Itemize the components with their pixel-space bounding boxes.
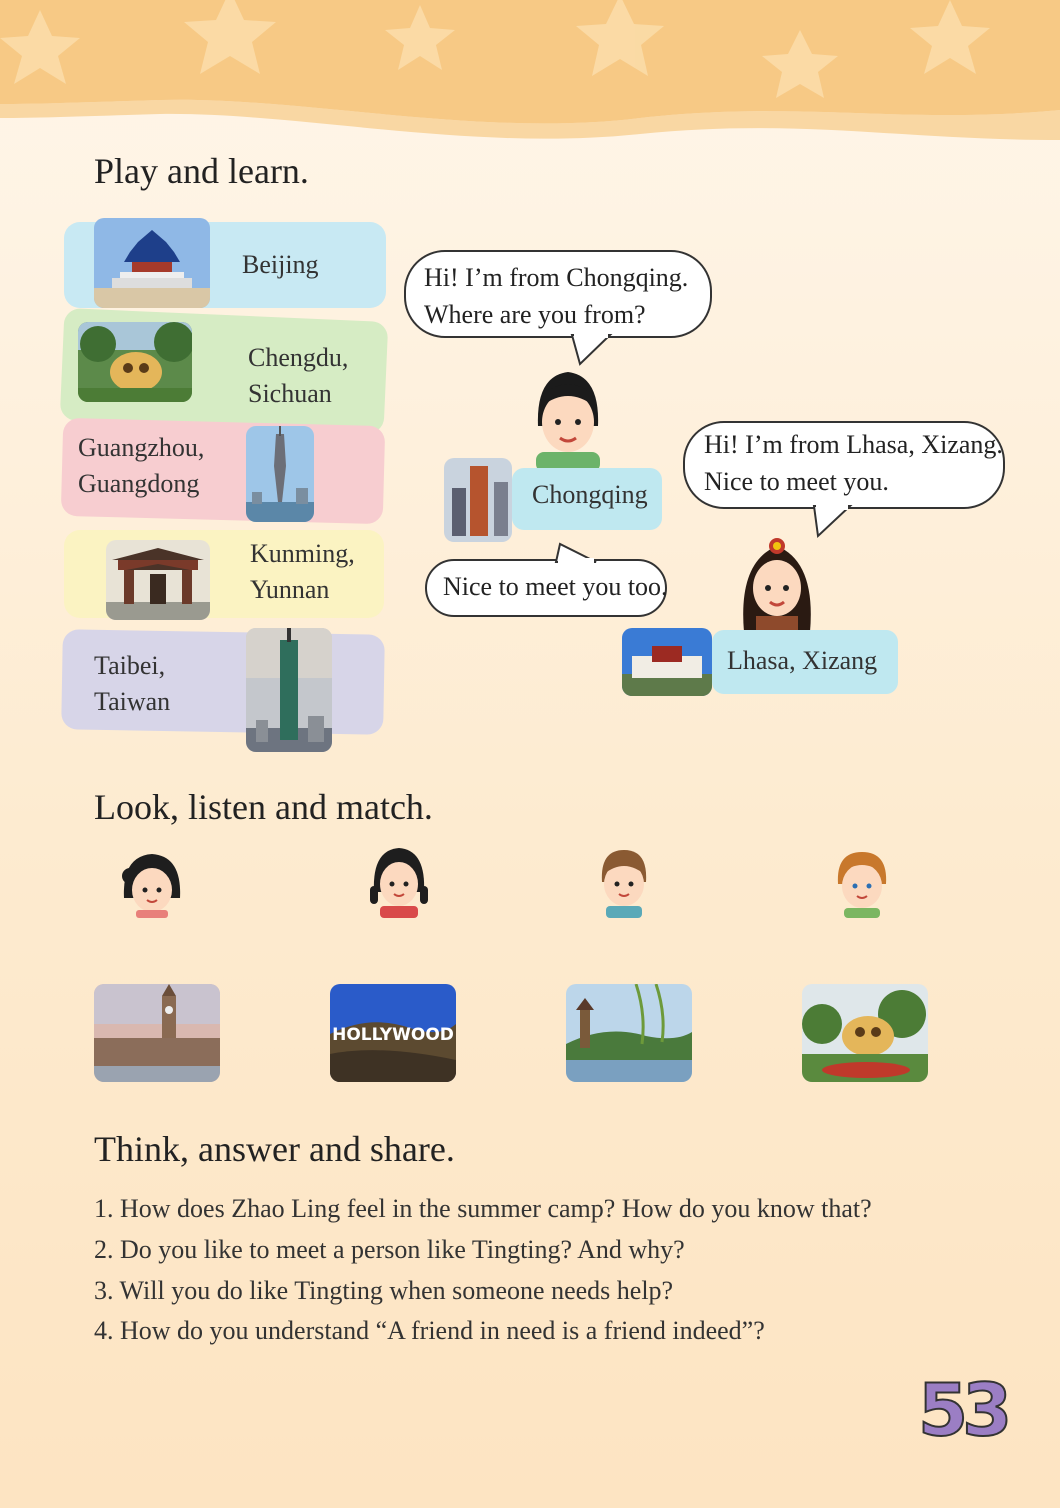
- boy-face-2: [832, 850, 892, 918]
- top-star-banner: [0, 0, 1060, 140]
- question-4: 4. How do you understand “A friend in need is a friend indeed”?: [94, 1316, 765, 1345]
- city-label-kunming: Kunming, Yunnan: [250, 539, 355, 604]
- city-label-taibei: Taibei, Taiwan: [94, 651, 171, 716]
- speech-bubble-2-text: Hi! I’m from Lhasa, Xizang. Nice to meet you.: [704, 430, 1003, 496]
- question-2: 2. Do you like to meet a person like Tingting? And why?: [94, 1235, 685, 1264]
- panda-park-photo: [802, 984, 928, 1082]
- speech-bubble-3-text: Nice to meet you too.: [443, 572, 668, 601]
- question-1: 1. How does Zhao Ling feel in the summer camp? How do you know that?: [94, 1194, 872, 1223]
- city-label-beijing: Beijing: [242, 250, 319, 279]
- city-label-chengdu: Chengdu, Sichuan: [248, 343, 349, 408]
- section-title-think: Think, answer and share.: [94, 1129, 455, 1169]
- city-label-guangzhou: Guangzhou, Guangdong: [78, 433, 205, 498]
- section-title-look: Look, listen and match.: [94, 787, 433, 827]
- memorial-archway-photo: [106, 540, 210, 620]
- section-title-play: Play and learn.: [94, 151, 309, 191]
- panda-statue-photo: [78, 322, 192, 402]
- boy-face-1: [596, 848, 652, 918]
- page-number-text: 53: [918, 1368, 1007, 1452]
- girl-face-2: [368, 846, 430, 918]
- hollywood-sign-text: HOLLYWOOD: [332, 1025, 454, 1045]
- temple-of-heaven-photo: [94, 218, 210, 308]
- speech-bubble-1-text: Hi! I’m from Chongqing. Where are you from?: [424, 263, 689, 329]
- boy-character: [526, 366, 610, 472]
- big-ben-photo: [94, 984, 220, 1082]
- page-number: [918, 1368, 1014, 1452]
- taipei-101-photo: [246, 628, 332, 752]
- question-3: 3. Will you do like Tingting when someone needs help?: [94, 1276, 674, 1305]
- hollywood-sign-photo: [330, 984, 456, 1082]
- tibetan-girl-character: [734, 532, 820, 632]
- chongqing-tower-photo: [444, 458, 512, 542]
- girl-face-1: [120, 852, 184, 918]
- tag-lhasa-label: Lhasa, Xizang: [727, 646, 878, 675]
- potala-palace-photo: [622, 628, 712, 696]
- tag-chongqing-label: Chongqing: [532, 480, 648, 509]
- canton-tower-photo: [246, 426, 314, 522]
- west-lake-pagoda-photo: [566, 984, 692, 1082]
